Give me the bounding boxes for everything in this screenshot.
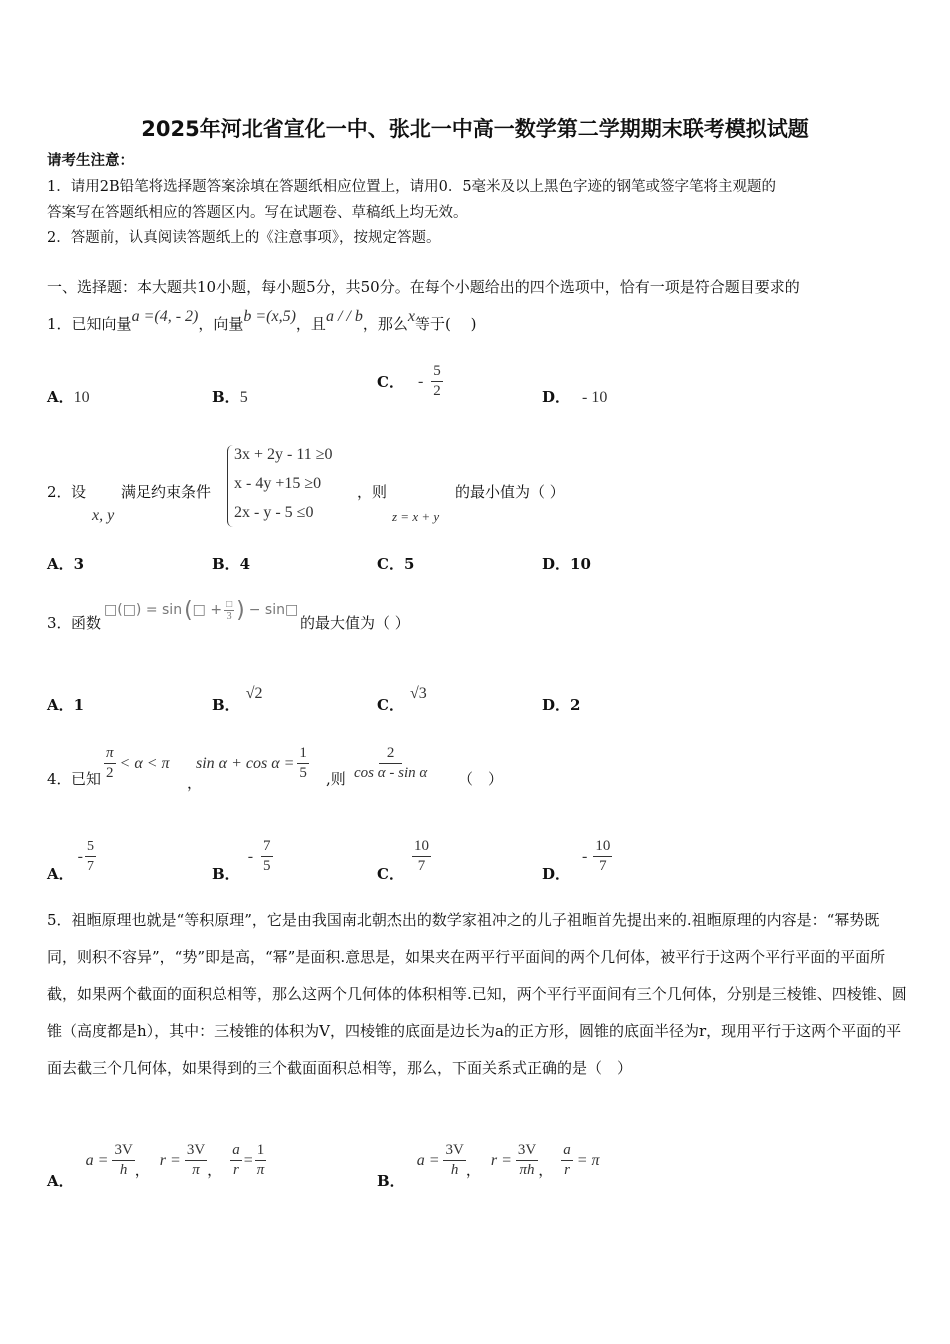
q3-text-1: 函数	[71, 614, 102, 632]
q4-option-a[interactable]: A． - $\frac{5}{7}$	[47, 839, 94, 883]
q4-condition: $\frac{\pi}{2}$ < α < π	[106, 745, 170, 781]
q2-text-2: 满足约束条件	[121, 483, 212, 501]
q4-comma: ，	[187, 774, 203, 792]
q3-option-a[interactable]: A．1	[47, 696, 85, 714]
q2-objective: z = x + y	[392, 509, 440, 524]
question-1	[47, 305, 476, 344]
q2-text-1: 设	[71, 483, 87, 501]
q4-equation: sin α + cos α = $\frac{1}{5}$	[196, 745, 307, 781]
q1-option-a[interactable]: A．10	[47, 388, 90, 406]
q3-function-image: □(□) = sin ( □ + $\frac{□}{3}$ ) − sin□	[104, 597, 299, 623]
q1-option-b[interactable]: B．5	[212, 388, 248, 406]
q1-text-5: 等于( )	[414, 315, 477, 333]
q1-parallel: a / / b	[325, 308, 363, 325]
q2-constraint-3: 2x - y - 5 ≤0	[234, 504, 314, 521]
q4-option-b[interactable]: B． - $\frac{7}{5}$	[212, 838, 271, 883]
notice-line-2: 2．答题前，认真阅读答题纸上的《注意事项》，按规定答题。	[47, 230, 441, 246]
q2-option-d[interactable]: D．10	[542, 555, 591, 573]
q1-option-d[interactable]: D． - 10	[542, 388, 608, 406]
q2-option-a[interactable]: A．3	[47, 555, 85, 573]
q3-option-d[interactable]: D．2	[542, 696, 581, 714]
notice-line-1b: 答案写在答题纸相应的答题区内。写在试题卷、草稿纸上均无效。	[47, 205, 468, 221]
q2-option-c[interactable]: C．5	[377, 555, 415, 573]
q5-option-a[interactable]: A． a = $\frac{3V}{h}$ ， r = $\frac{3V}{\pi}$ ， $\frac{a}{r}$ = $\frac{1}{\pi}$	[47, 1142, 265, 1190]
q1-vector-b: b =(x,5)	[243, 308, 296, 325]
q1-text-2: ，向量	[198, 315, 244, 333]
q2-text-3: ，则	[357, 483, 388, 501]
q3-text-2: 的最大值为（ ）	[300, 614, 410, 632]
q4-number: 4．	[47, 770, 72, 788]
q1-text-4: ，那么	[362, 315, 408, 333]
page-title: 2025年河北省宣化一中、张北一中高一数学第二学期期末联考模拟试题	[141, 117, 809, 141]
q1-x: x	[407, 308, 415, 325]
notice-line-1: 1．请用2B铅笔将选择题答案涂填在答题纸相应位置上，请用0．5毫米及以上黑色字迹的钢笔或签字笔将主观题的	[47, 179, 777, 195]
q4-then: ,则	[326, 770, 346, 788]
notice-heading: 请考生注意：	[47, 152, 134, 169]
q3-number: 3．	[47, 614, 72, 632]
q1-text-1: 已知向量	[71, 315, 132, 333]
q4-paren: （ ）	[458, 770, 504, 788]
q2-xy: x, y	[92, 507, 115, 524]
q1-number: 1．	[47, 315, 72, 333]
q1-text-3: ，且	[295, 315, 326, 333]
q4-option-c[interactable]: C． $\frac{10}{7}$	[377, 838, 429, 883]
q4-text-1: 已知	[71, 770, 102, 788]
q2-constraint-2: x - 4y +15 ≥0	[234, 475, 322, 492]
q4-option-d[interactable]: D． - $\frac{10}{7}$	[542, 838, 611, 883]
q2-constraint-1: 3x + 2y - 11 ≥0	[234, 446, 333, 463]
q5-option-b[interactable]: B． a = $\frac{3V}{h}$ ， r = $\frac{3V}{\pi h}$ ， $\frac{a}{r}$ = π	[377, 1142, 600, 1190]
q3-option-b[interactable]: B．√2	[212, 685, 263, 714]
q1-option-c[interactable]: C． - $\frac{5}{2}$	[377, 363, 441, 399]
question-5: 5．祖暅原理也就是“等积原理”，它是由我国南北朝杰出的数学家祖冲之的儿子祖暅首先提出来的.祖暅原理的内容是：“幂势既同，则积不容异”，“势”即是高，“幂”是面积.意思是，如果夹在两平行平面间的两个几何体，被平行于这两个平行平面的平面所截，如果两个截面的面积总相等，那么这两个几何体的体积相等.已知，两个平行平面间有三个几何体，分别是三棱锥、四棱锥、圆锥（高度都是h），其中：三棱锥的体积为V，四棱锥的底面是边长为a的正方形，圆锥的底面半径为r，现用平行于这两个平面的平面去截三个几何体，如果得到的三个截面面积总相等，那么，下面关系式正确的是（ ）	[47, 911, 907, 1077]
q4-target-expression: $\frac{2}{\text{cos α - sin α}}$	[354, 745, 428, 781]
q2-option-b[interactable]: B．4	[212, 555, 251, 573]
section-heading: 一、选择题：本大题共10小题，每小题5分，共50分。在每个小题给出的四个选项中，恰有一项是符合题目要求的	[47, 278, 800, 296]
q1-vector-a: a =(4, - 2)	[131, 308, 199, 325]
q2-number: 2．	[47, 483, 72, 501]
q3-option-c[interactable]: C．√3	[377, 685, 427, 714]
q2-text-4: 的最小值为（ ）	[455, 483, 565, 501]
